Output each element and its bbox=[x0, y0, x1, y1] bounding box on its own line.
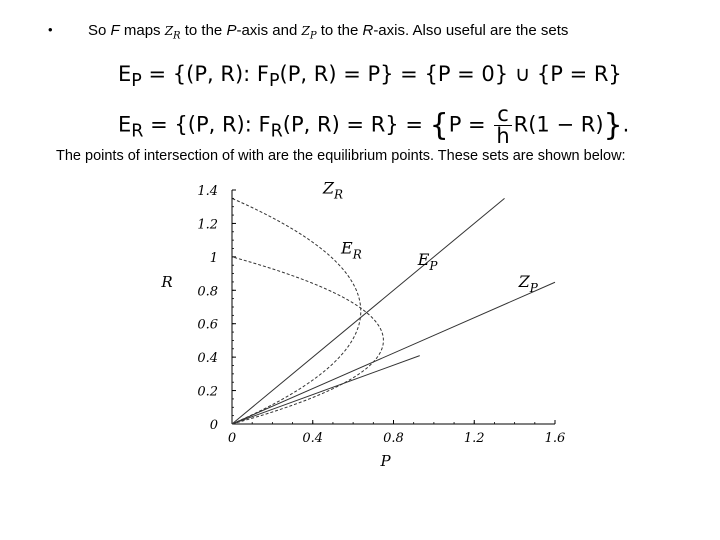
y-tick-label: 0 bbox=[209, 418, 218, 433]
curve-label-ep: $E_P$ bbox=[417, 250, 438, 274]
equation-er: $E_R = \{(P$, R): $F_R(P$, R) = R} = {P = $\frac{c}{h}$ R(1 − R)}. bbox=[118, 102, 630, 148]
x-axis-label: P bbox=[380, 452, 391, 470]
curve-label-zr: $Z_R$ bbox=[322, 180, 344, 202]
curve-label-er: $E_R$ bbox=[341, 238, 362, 262]
y-tick-label: 0.4 bbox=[197, 351, 218, 367]
y-tick-label: 1.4 bbox=[197, 184, 218, 199]
x-tick-label: 0.8 bbox=[383, 431, 404, 446]
equation-ep: $E_P = \{(P$, R): $F_P(P$, R) = P} = {P = 0} ∪ {P = R} bbox=[118, 62, 622, 92]
y-tick-label: 1.2 bbox=[197, 217, 218, 233]
curve-label-zp: $Z_P$ bbox=[518, 271, 538, 295]
y-tick-label: 0.8 bbox=[197, 284, 218, 300]
chart-series bbox=[232, 198, 555, 424]
series-zr bbox=[232, 198, 361, 424]
fraction-c-over-h: $\frac{c}{h}$ bbox=[496, 102, 510, 148]
y-tick-label: 0.2 bbox=[197, 384, 218, 400]
series-zp bbox=[232, 282, 555, 424]
y-axis-label: R bbox=[161, 272, 173, 291]
y-tick-label: 0.6 bbox=[197, 317, 218, 333]
x-tick-label: 1.2 bbox=[463, 431, 485, 446]
series-extra-line bbox=[232, 356, 420, 424]
intersection-text: The points of intersection of with are the equilibrium points. These sets are shown below: bbox=[56, 148, 626, 164]
chart-axes bbox=[160, 184, 565, 470]
series-er bbox=[232, 257, 383, 424]
x-tick-label: 0 bbox=[227, 431, 237, 446]
series-ep bbox=[232, 198, 505, 424]
y-tick-label: 1 bbox=[209, 250, 218, 266]
chart-labels bbox=[322, 180, 539, 295]
x-tick-label: 1.6 bbox=[544, 431, 566, 446]
bullet-marker: • bbox=[48, 22, 53, 37]
intro-text: So F maps $Z_R$ to the P-axis and $Z_P$ to the R-axis. Also useful are the sets bbox=[88, 22, 569, 42]
x-tick-label: 0.4 bbox=[302, 431, 324, 446]
equilibrium-chart bbox=[150, 180, 590, 480]
